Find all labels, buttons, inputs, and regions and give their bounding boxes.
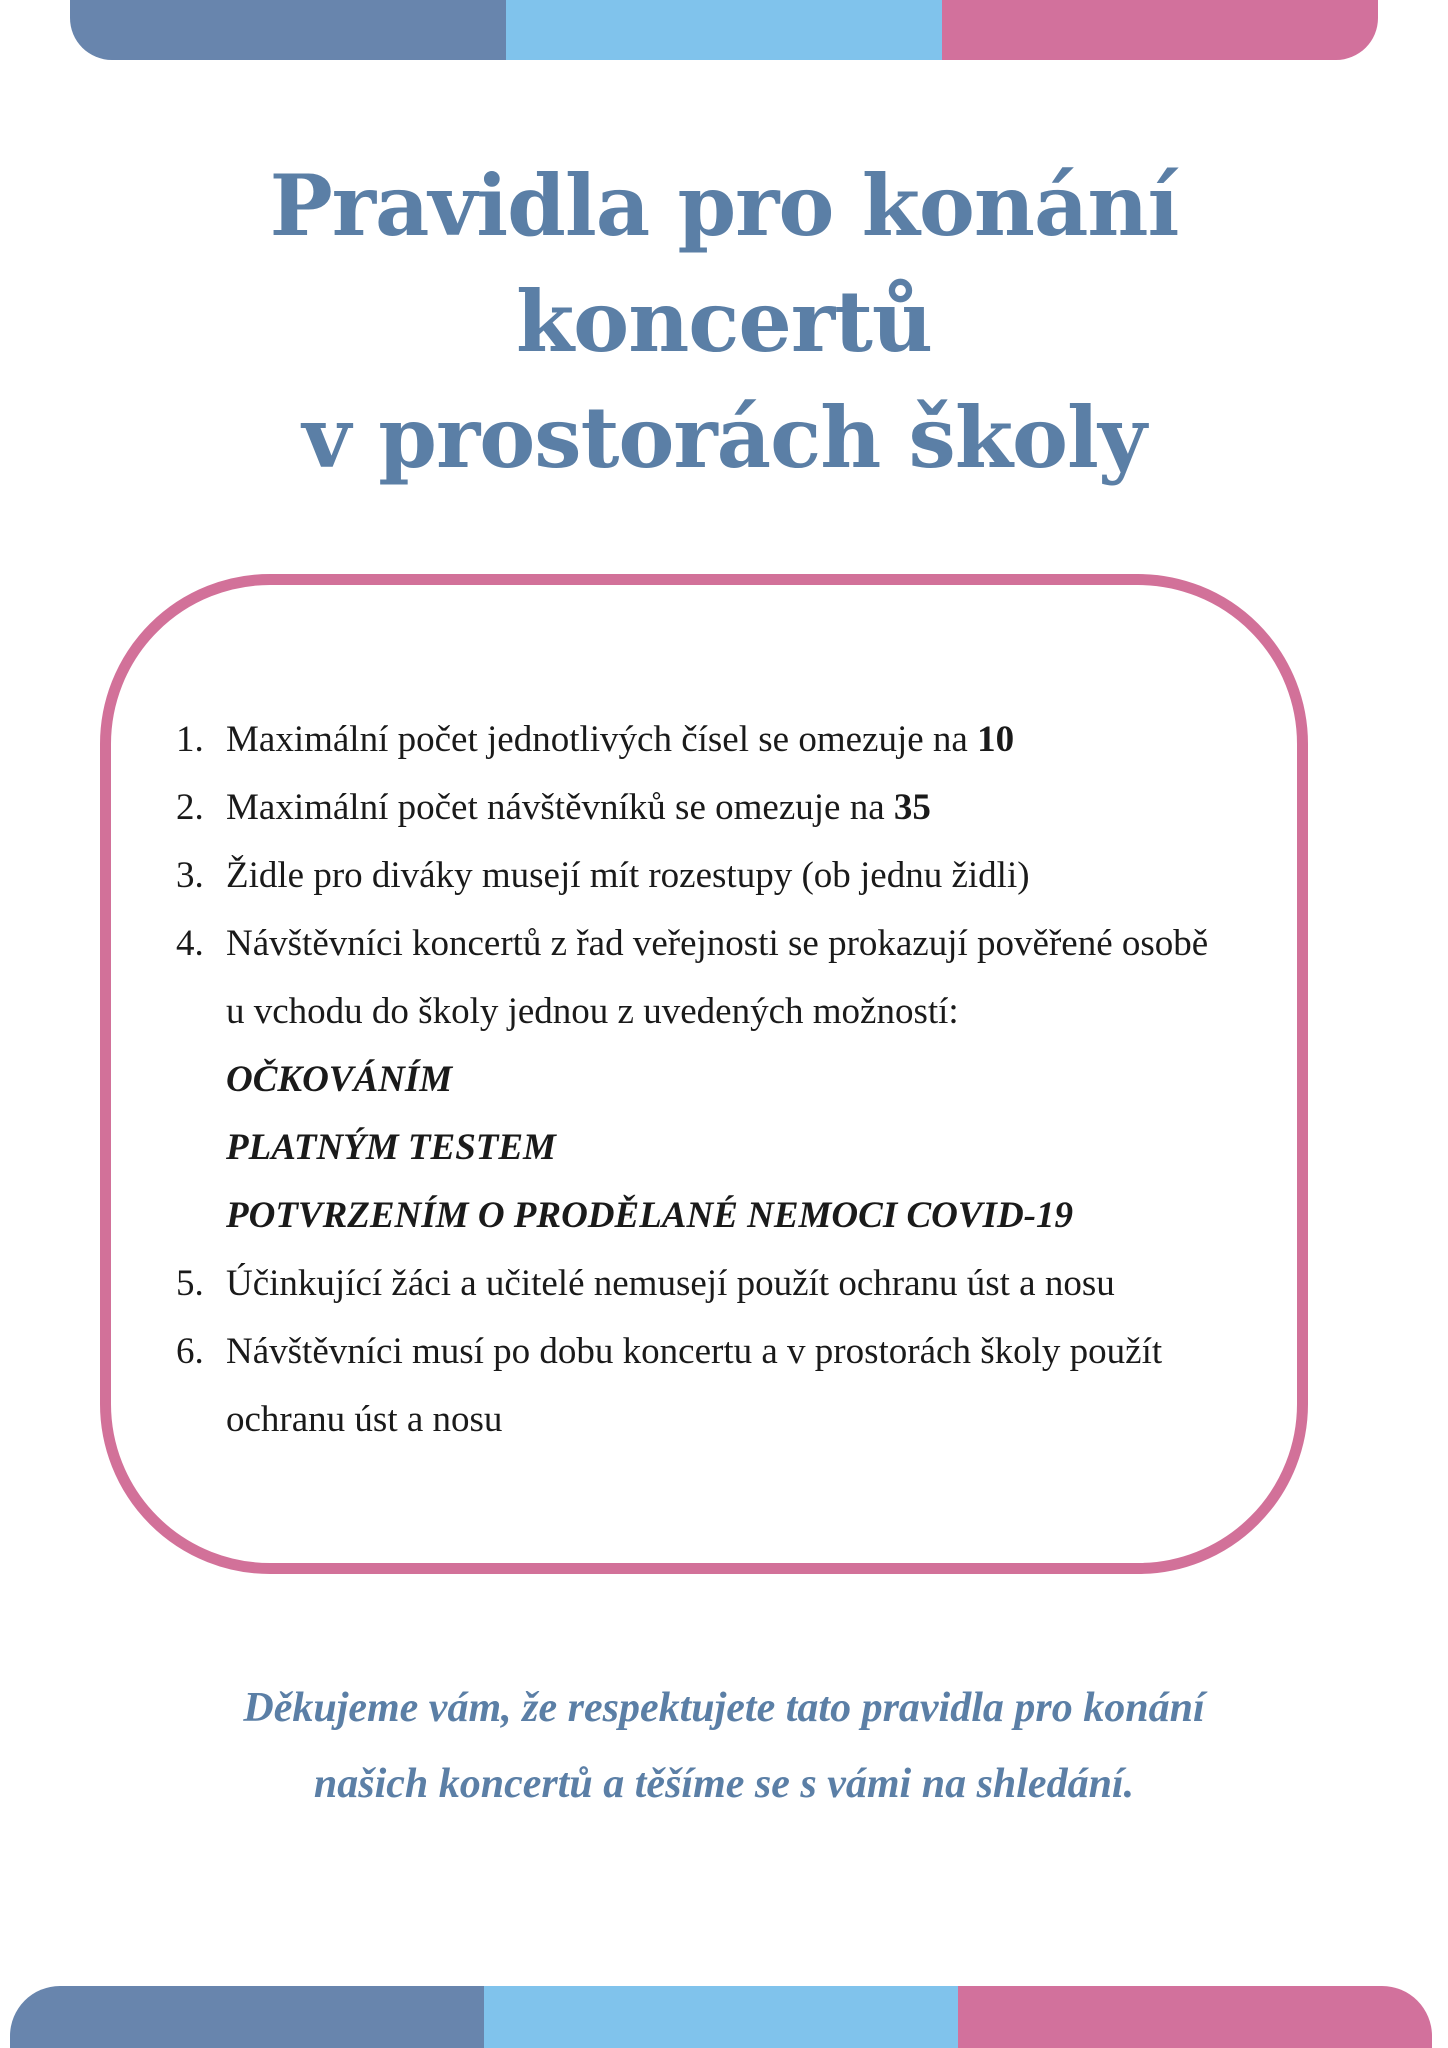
top-band-segment-dark-blue — [70, 0, 506, 60]
bottom-band-segment-pink — [958, 1986, 1432, 2048]
rules-list — [176, 706, 1306, 1454]
rule-text-line: Návštěvníci musí po dobu koncertu a v prostorách školy použít — [226, 1331, 1163, 1372]
rule-emphasis: 10 — [977, 719, 1015, 760]
rule-item-2 — [176, 774, 1306, 842]
rule-number: 6. — [176, 1331, 204, 1372]
rule-number: 4. — [176, 923, 204, 964]
rule-item-1 — [176, 706, 1306, 774]
rule-number: 2. — [176, 787, 204, 828]
rule-item-3 — [176, 842, 1306, 910]
page-title — [0, 148, 1448, 496]
proof-option-test: PLATNÝM TESTEM — [226, 1127, 556, 1168]
bottom-band-segment-light-blue — [484, 1986, 958, 2048]
footer-line-1: Děkujeme vám, že respektujete tato pravidla pro konání — [243, 1685, 1205, 1731]
rule-number: 3. — [176, 855, 204, 896]
rule-number: 1. — [176, 719, 204, 760]
rule-item-4 — [176, 910, 1306, 1046]
top-band-segment-pink — [942, 0, 1378, 60]
bottom-band-segment-dark-blue — [10, 1986, 484, 2048]
rule-text-line: Návštěvníci koncertů z řad veřejnosti se prokazují pověřené osobě — [226, 923, 1209, 964]
rule-item-6 — [176, 1318, 1306, 1454]
title-line-3: v prostorách školy — [302, 388, 1146, 487]
thank-you-note — [0, 1670, 1448, 1822]
top-color-band — [70, 0, 1378, 60]
bottom-color-band — [10, 1986, 1432, 2048]
rule-text-line: ochranu úst a nosu — [226, 1399, 503, 1440]
title-line-2: koncertů — [515, 272, 933, 371]
rule-text: Účinkující žáci a učitelé nemusejí použít ochranu úst a nosu — [226, 1263, 1115, 1304]
rule-item-5 — [176, 1250, 1306, 1318]
rule-text: Maximální počet návštěvníků se omezuje na — [226, 787, 894, 828]
rule-text: Židle pro diváky musejí mít rozestupy (ob jednu židli) — [226, 855, 1030, 896]
proof-option-recovery: POTVRZENÍM O PRODĚLANÉ NEMOCI COVID-19 — [226, 1195, 1073, 1236]
title-line-1: Pravidla pro konání — [269, 156, 1179, 255]
rule-number: 5. — [176, 1263, 204, 1304]
proof-option-vaccination: OČKOVÁNÍM — [226, 1059, 453, 1100]
rule-text: Maximální počet jednotlivých čísel se omezuje na — [226, 719, 978, 760]
top-band-segment-light-blue — [506, 0, 942, 60]
rule-emphasis: 35 — [893, 787, 931, 828]
rule-text-line: u vchodu do školy jednou z uvedených možností: — [226, 991, 959, 1032]
footer-line-2: našich koncertů a těšíme se s vámi na shledání. — [313, 1761, 1135, 1807]
